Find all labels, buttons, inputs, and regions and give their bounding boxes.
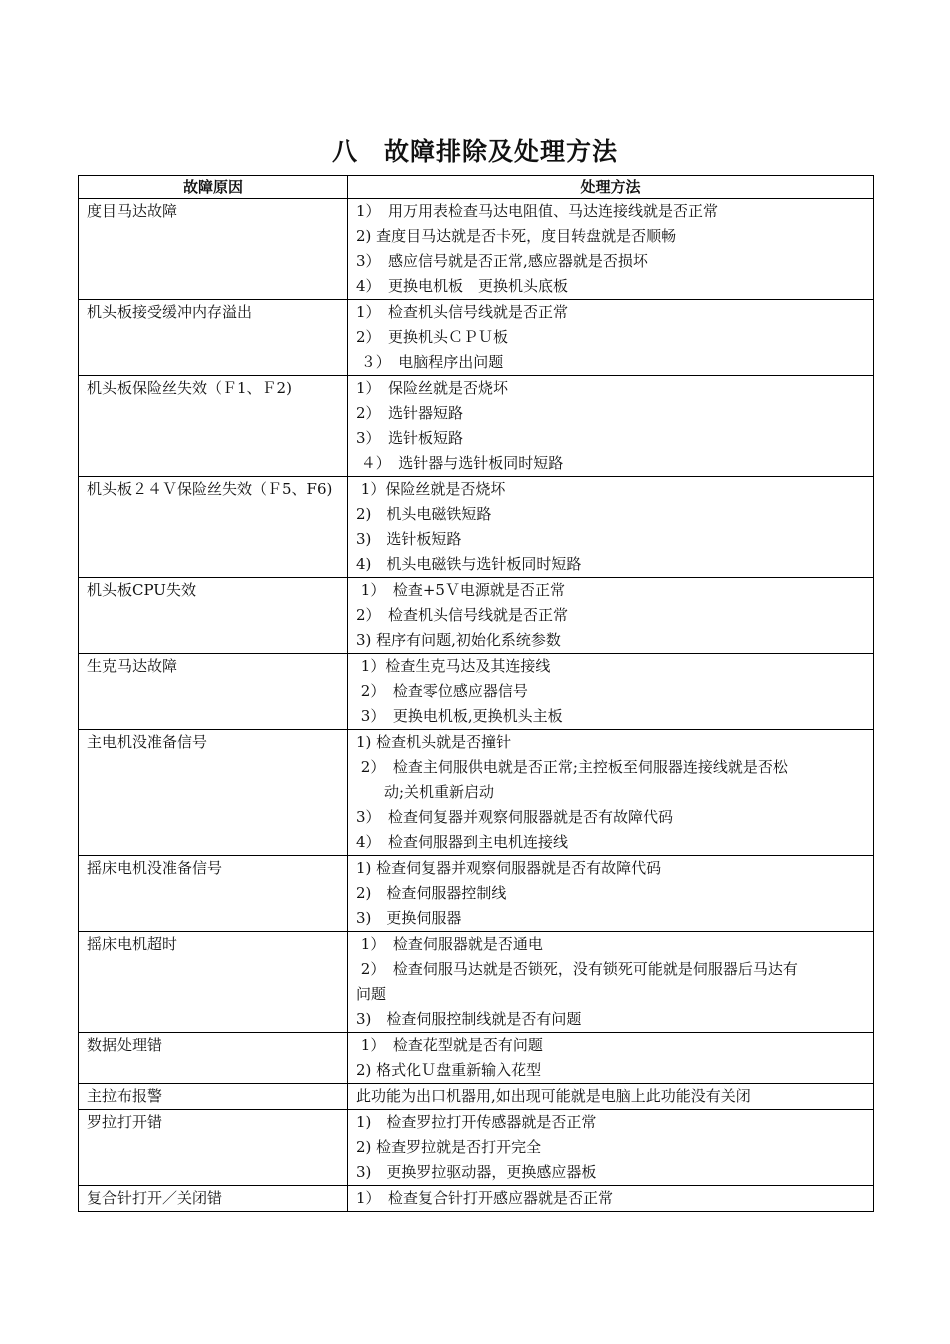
fault-method xyxy=(348,856,874,932)
table-row xyxy=(79,654,874,730)
method-step: 2） 检查主伺服供电就是否正常;主控板至伺服器连接线就是否松 xyxy=(356,758,788,776)
page-title: 八 故障排除及处理方法 xyxy=(331,137,618,166)
fault-method xyxy=(348,199,874,300)
fault-method xyxy=(348,578,874,654)
table-row xyxy=(79,578,874,654)
method-step: 1） 用万用表检查马达电阻值、马达连接线就是否正常 xyxy=(356,202,719,220)
method-step: 4) 机头电磁铁与选针板同时短路 xyxy=(356,555,582,573)
fault-method xyxy=(348,932,874,1033)
table-row xyxy=(79,300,874,376)
method-step: 问题 xyxy=(356,985,387,1003)
table-row xyxy=(79,1033,874,1084)
method-step: 3） 检查伺复器并观察伺服器就是否有故障代码 xyxy=(356,808,674,826)
method-step: 2) 查度目马达就是否卡死，度目转盘就是否顺畅 xyxy=(356,227,677,245)
method-step: 1) 检查罗拉打开传感器就是否正常 xyxy=(356,1113,597,1131)
table-row xyxy=(79,376,874,477)
fault-method xyxy=(348,477,874,578)
fault-cause: 机头板接受缓冲内存溢出 xyxy=(79,300,348,376)
fault-method xyxy=(348,654,874,730)
fault-cause: 生克马达故障 xyxy=(79,654,348,730)
table-row xyxy=(79,730,874,856)
table-body xyxy=(79,199,874,1212)
table-row xyxy=(79,477,874,578)
method-step: 此功能为出口机器用,如出现可能就是电脑上此功能没有关闭 xyxy=(356,1087,751,1105)
method-step: 1） 检查花型就是否有问题 xyxy=(356,1036,543,1054)
method-step: 1）检查生克马达及其连接线 xyxy=(356,657,551,675)
method-step: 2） 选针器短路 xyxy=(356,404,464,422)
troubleshooting-table xyxy=(78,175,874,1212)
table-row xyxy=(79,1186,874,1212)
method-step: 2) 检查罗拉就是否打开完全 xyxy=(356,1138,542,1156)
method-step: 1）保险丝就是否烧坏 xyxy=(356,480,506,498)
method-step: 1) 检查伺复器并观察伺服器就是否有故障代码 xyxy=(356,859,662,877)
method-step: 3） 感应信号就是否正常,感应器就是否损坏 xyxy=(356,252,648,270)
method-step: 动;关机重新启动 xyxy=(384,783,495,801)
method-step: ４） 选针器与选针板同时短路 xyxy=(356,454,564,472)
fault-method xyxy=(348,1110,874,1186)
header-cause: 故障原因 xyxy=(79,176,348,199)
table-row xyxy=(79,932,874,1033)
method-step: ３） 电脑程序出问题 xyxy=(356,353,504,371)
table-row xyxy=(79,856,874,932)
fault-method xyxy=(348,300,874,376)
fault-method xyxy=(348,730,874,856)
fault-cause: 罗拉打开错 xyxy=(79,1110,348,1186)
table-row xyxy=(79,199,874,300)
method-step: 1） 检查+5Ｖ电源就是否正常 xyxy=(356,581,565,599)
method-step: 3） 更换电机板,更换机头主板 xyxy=(356,707,563,725)
fault-cause: 机头板保险丝失效（Ｆ1、Ｆ2) xyxy=(79,376,348,477)
fault-method xyxy=(348,1186,874,1212)
method-step: 2) 检查伺服器控制线 xyxy=(356,884,507,902)
method-step: 2) 格式化Ｕ盘重新输入花型 xyxy=(356,1061,542,1079)
fault-cause: 度目马达故障 xyxy=(79,199,348,300)
header-method: 处理方法 xyxy=(348,176,874,199)
method-step: 3) 更换伺服器 xyxy=(356,909,462,927)
fault-cause: 复合针打开／关闭错 xyxy=(79,1186,348,1212)
method-step: 3) 更换罗拉驱动器，更换感应器板 xyxy=(356,1163,597,1181)
table-header-row xyxy=(79,176,874,199)
method-step: 2） 检查零位感应器信号 xyxy=(356,682,528,700)
fault-cause: 摇床电机没准备信号 xyxy=(79,856,348,932)
method-step: 4） 检查伺服器到主电机连接线 xyxy=(356,833,569,851)
fault-method xyxy=(348,1033,874,1084)
fault-cause: 机头板CPU失效 xyxy=(79,578,348,654)
method-step: 1） 检查机头信号线就是否正常 xyxy=(356,303,569,321)
fault-cause: 主拉布报警 xyxy=(79,1084,348,1110)
method-step: 4） 更换电机板 更换机头底板 xyxy=(356,277,569,295)
method-step: 3) 程序有问题,初始化系统参数 xyxy=(356,631,561,649)
method-step: 1） 检查复合针打开感应器就是否正常 xyxy=(356,1189,614,1207)
fault-method xyxy=(348,376,874,477)
fault-cause: 主电机没准备信号 xyxy=(79,730,348,856)
table-row xyxy=(79,1110,874,1186)
fault-cause: 摇床电机超时 xyxy=(79,932,348,1033)
fault-cause: 数据处理错 xyxy=(79,1033,348,1084)
fault-method xyxy=(348,1084,874,1110)
method-step: 2) 机头电磁铁短路 xyxy=(356,505,492,523)
fault-cause: 机头板２４Ｖ保险丝失效（Ｆ5、F6) xyxy=(79,477,348,578)
method-step: 2） 检查机头信号线就是否正常 xyxy=(356,606,569,624)
method-step: 3) 检查伺服控制线就是否有问题 xyxy=(356,1010,582,1028)
method-step: 2） 检查伺服马达就是否锁死，没有锁死可能就是伺服器后马达有 xyxy=(356,960,798,978)
method-step: 3） 选针板短路 xyxy=(356,429,464,447)
method-step: 1） 保险丝就是否烧坏 xyxy=(356,379,509,397)
method-step: 2） 更换机头ＣＰＵ板 xyxy=(356,328,509,346)
table-row xyxy=(79,1084,874,1110)
method-step: 1） 检查伺服器就是否通电 xyxy=(356,935,543,953)
method-step: 1) 检查机头就是否撞针 xyxy=(356,733,512,751)
method-step: 3) 选针板短路 xyxy=(356,530,462,548)
